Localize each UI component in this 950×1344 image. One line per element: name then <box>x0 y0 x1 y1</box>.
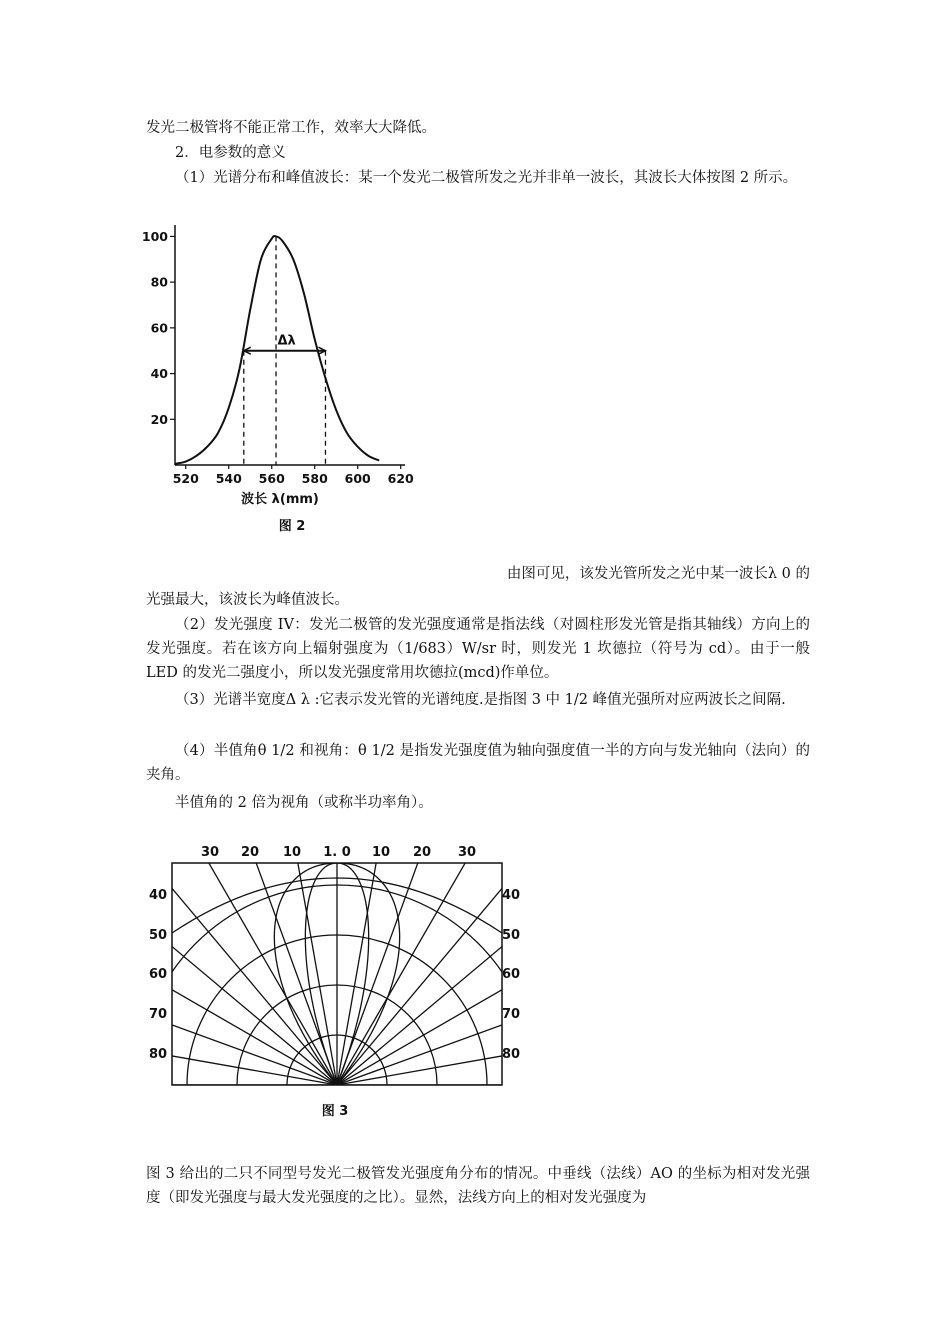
x-tick-label: 520 <box>172 471 199 486</box>
paragraph-half-angle: （4）半值角θ 1/2 和视角：θ 1/2 是指发光强度值为轴向强度值一半的方向与发光轴向（法向）的夹角。 <box>146 743 810 783</box>
left-angle-label: 80 <box>148 1047 168 1062</box>
section-heading: 2．电参数的意义 <box>175 145 286 161</box>
paragraph-figure-3: 图 3 给出的二只不同型号发光二极管发光强度角分布的情况。中垂线（法线）AO 的坐标为相对发光强度（即发光强度与最大发光强度的之比）。显然，法线方向上的相对发光强度为 <box>146 1166 810 1206</box>
x-tick-label: 540 <box>215 471 242 486</box>
top-angle-label: 20 <box>240 845 260 860</box>
right-angle-label: 70 <box>501 1007 521 1022</box>
y-tick-label: 40 <box>150 366 168 382</box>
y-tick-label: 60 <box>150 320 168 336</box>
y-tick-label: 100 <box>141 228 168 244</box>
x-axis-label: 波长 λ(mm) <box>241 492 319 507</box>
right-angle-label: 40 <box>501 888 521 903</box>
paragraph-1: 发光二极管将不能正常工作，效率大大降低。 <box>146 120 436 136</box>
x-tick-label: 560 <box>258 471 285 486</box>
polar-radial <box>0 785 337 1085</box>
left-angle-label: 50 <box>148 928 168 943</box>
left-angle-label: 70 <box>148 1007 168 1022</box>
paragraph-intensity: （2）发光强度 IV：发光二极管的发光强度通常是指法线（对圆柱形发光管是指其轴线）方向上的发光强度。若在该方向上辐射强度为（1/683）W/sr 时，则发光 1 坎德拉（符号为 cd）。由于一般 LED 的发光二强度小，所以发光强度常用坎德拉(mcd)作单位。 <box>146 617 810 681</box>
figure-3-polar-chart <box>140 835 540 1125</box>
x-tick-label: 580 <box>301 471 328 486</box>
y-tick-label: 20 <box>150 411 168 427</box>
left-angle-label: 60 <box>148 967 168 982</box>
figure-3-caption: 图 3 <box>321 1104 349 1119</box>
figure-2-ticks <box>142 229 414 486</box>
polar-radial <box>0 880 337 1085</box>
paragraph-peak: 光强最大，该波长为峰值波长。 <box>146 592 349 608</box>
y-tick-label: 80 <box>150 274 168 290</box>
top-angle-label: 20 <box>412 845 432 860</box>
paragraph-spectrum: （1）光谱分布和峰值波长：某一个发光二极管所发之光并非单一波长，其波长大体按图 2 所示。 <box>175 170 798 186</box>
figure-2-chart <box>140 225 430 540</box>
paragraph-half-width: （3）光谱半宽度Δ λ :它表示发光管的光谱纯度.是指图 3 中 1/2 峰值光强所对应两波长之间隔. <box>175 692 786 708</box>
x-tick-label: 620 <box>387 471 414 486</box>
polar-radial <box>337 880 901 1085</box>
top-angle-label: 30 <box>200 845 220 860</box>
left-angle-label: 40 <box>148 888 168 903</box>
delta-lambda-label: Δλ <box>277 333 296 349</box>
paragraph-peak-intro: 由图可见，该发光管所发之光中某一波长λ 0 的 <box>506 566 810 582</box>
x-tick-label: 600 <box>344 471 371 486</box>
polar-radial <box>337 785 857 1085</box>
top-angle-label: 30 <box>457 845 477 860</box>
paragraph-view-angle: 半值角的 2 倍为视角（或称半功率角）。 <box>175 795 433 811</box>
polar-radial <box>337 981 928 1085</box>
top-angle-label: 10 <box>282 845 302 860</box>
right-angle-label: 60 <box>501 967 521 982</box>
top-angle-label: 10 <box>371 845 391 860</box>
right-angle-label: 50 <box>501 928 521 943</box>
figure-2-caption: 图 2 <box>278 519 306 534</box>
top-angle-label: 1. 0 <box>323 845 351 860</box>
right-angle-label: 80 <box>501 1047 521 1062</box>
